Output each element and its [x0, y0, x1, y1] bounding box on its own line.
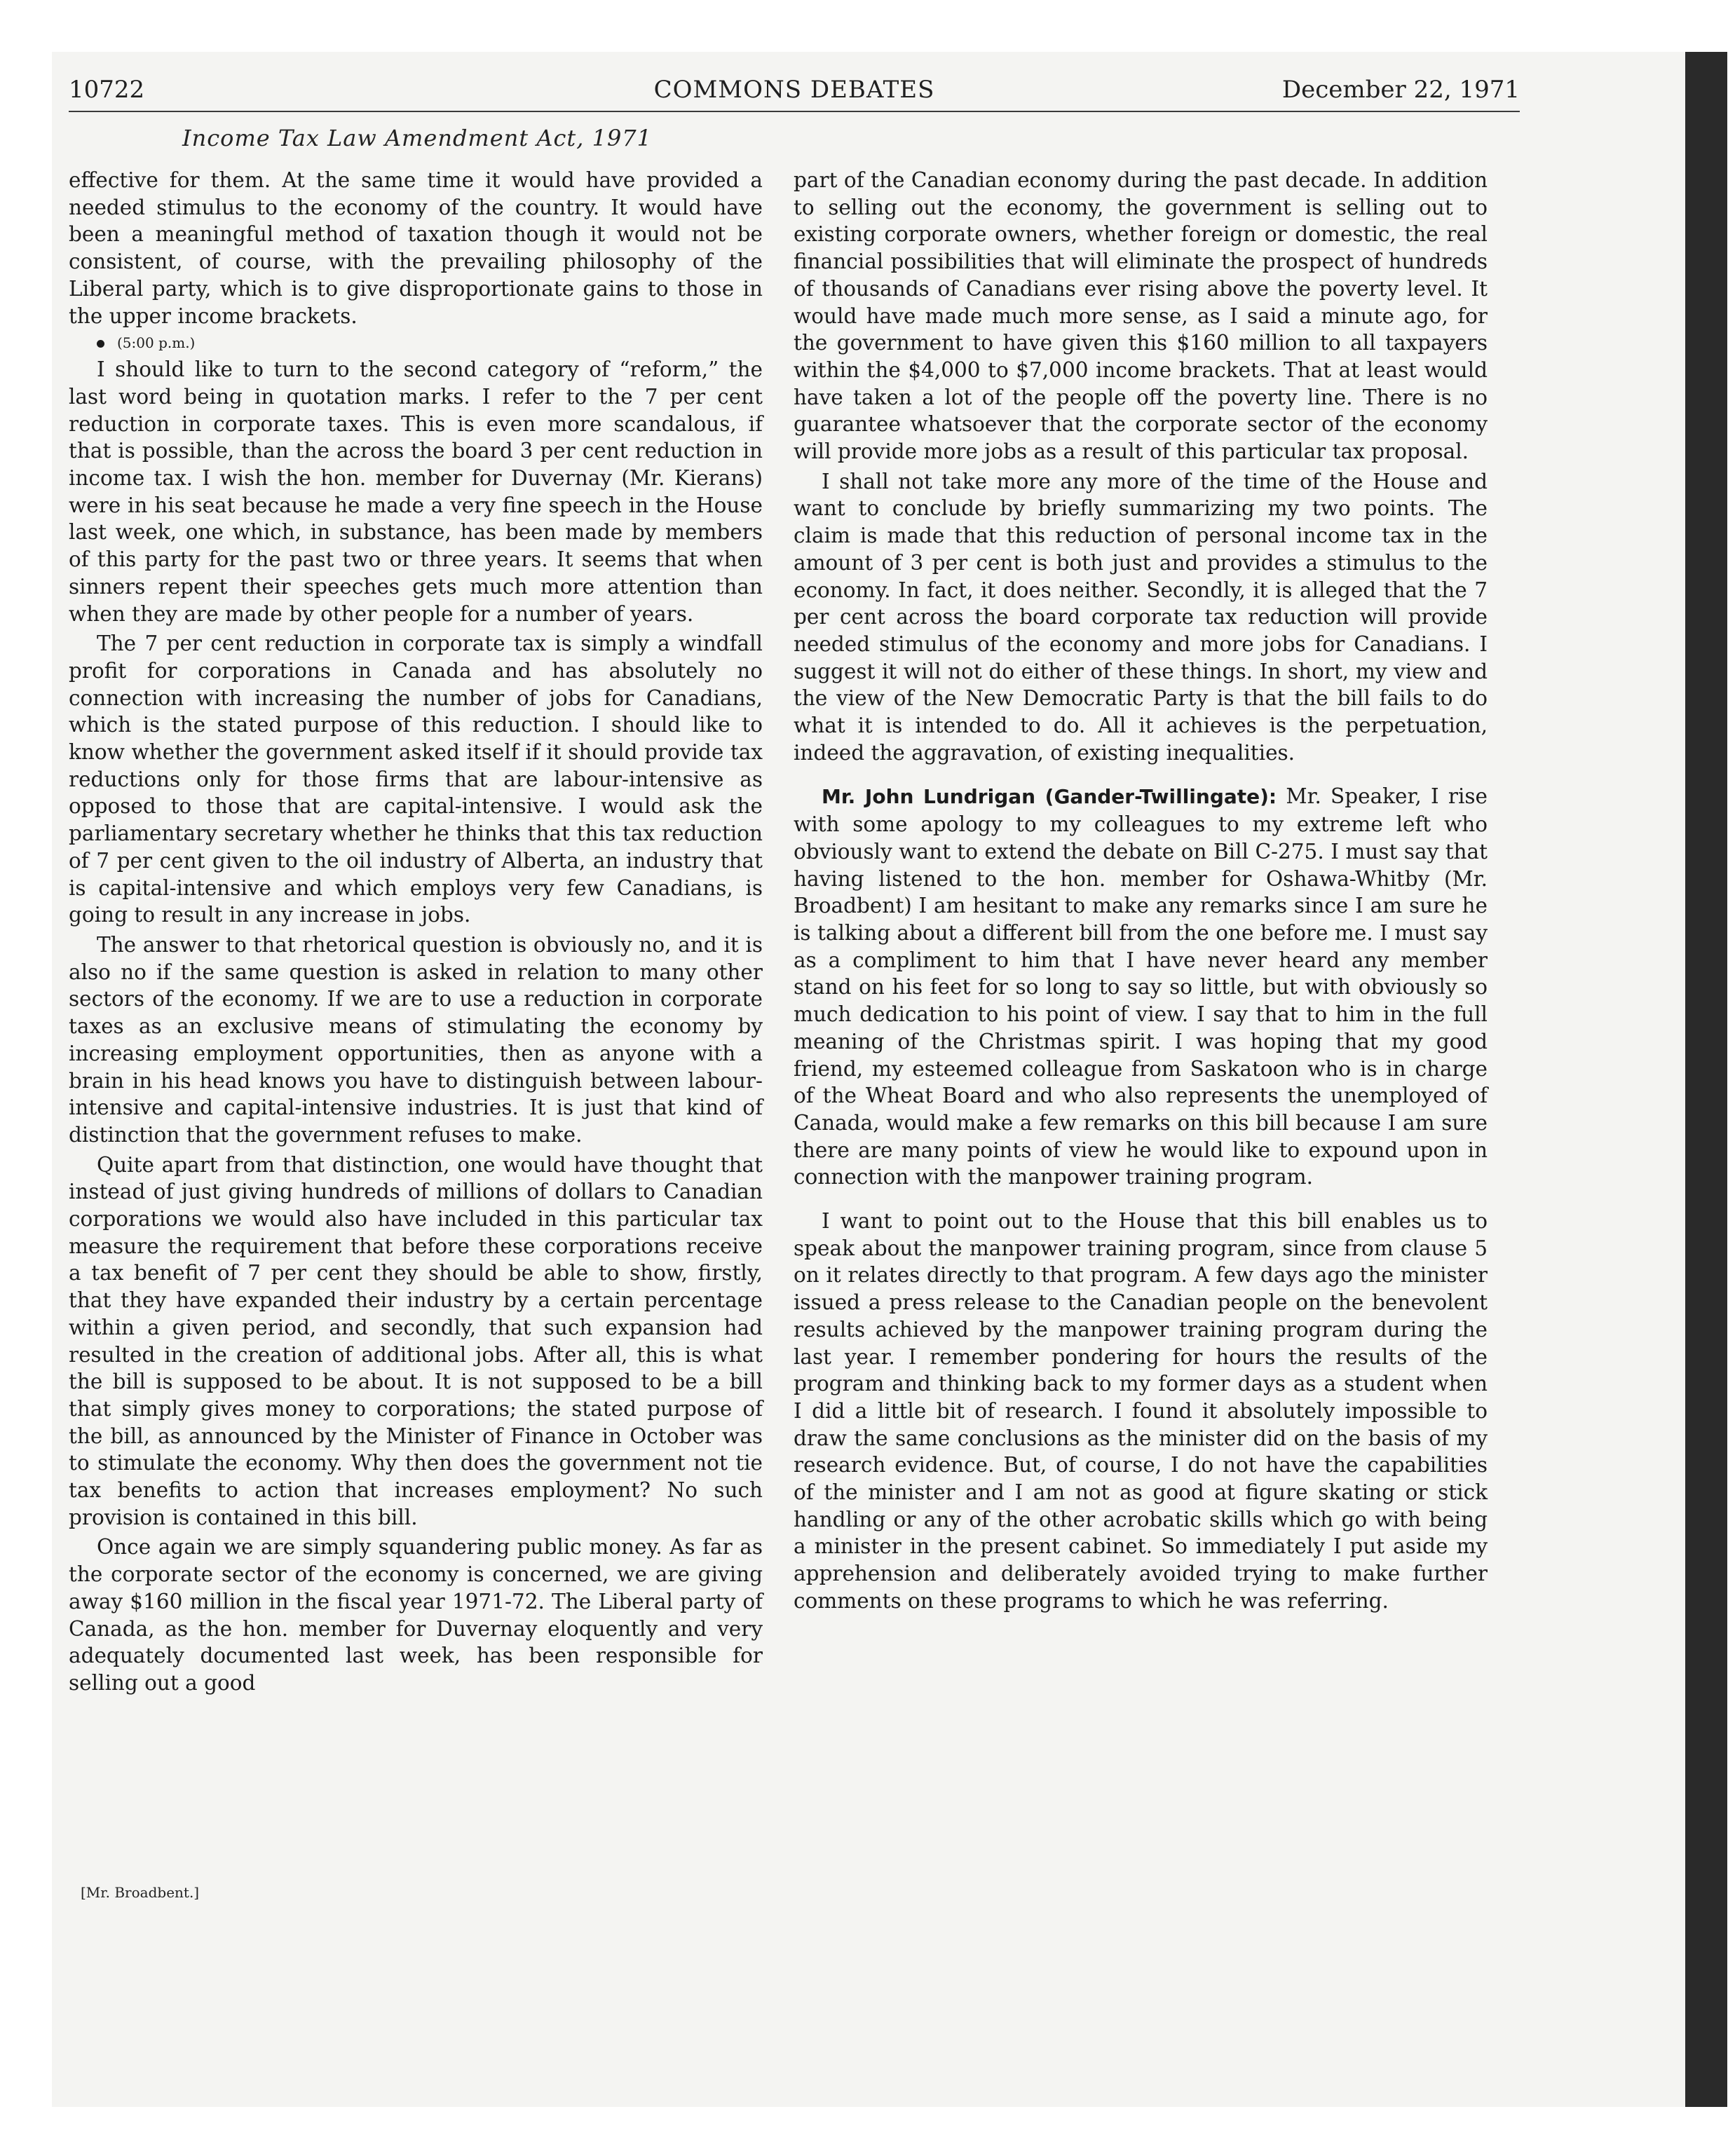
paragraph: effective for them. At the same time it would have provided a needed stimulus to the economy of the country. It would have been a meaningful method of taxation though it would not be consistent, of course, with the prevailing philosophy of the Liberal party, which is to give disproportionate gains to those in the upper income brackets.: [69, 168, 763, 328]
page-header: [69, 76, 1520, 112]
right-column: [794, 167, 1488, 1618]
header-date: December 22, 1971: [1281, 76, 1520, 104]
running-subheader: Income Tax Law Amendment Act, 1971: [182, 125, 653, 151]
publication-title: COMMONS DEBATES: [653, 76, 935, 104]
paragraph: Once again we are simply squandering public money. As far as the corporate sector of the economy is concerned, we are giving away $160 million in the fiscal year 1971-72. The Liberal party of Canada, as the hon. member for Duvernay eloquently and very adequately documented last week, has been responsible for selling out a good: [69, 1535, 763, 1695]
speech-text: Mr. Speaker, I rise with some apology to my colleagues to my extreme left who obviously want to extend the debate on Bill C-275. I must say that having listened to the hon. member for Oshawa-Whitby (Mr. Broadbent) I am hesitant to make any remarks since I am sure he is talking about a different bill from the one before me. I must say as a compliment to him that I have never heard any member stand on his feet for so long to say so little, but with obviously so much dedication to his point of view. I say that to him in the full meaning of the Christmas spirit. I was hoping that my good friend, my esteemed colleague from Saskatoon who is in charge of the Wheat Board and who also represents the unemployed of Canada, would make a few remarks on this bill because I am sure there are many points of view he would like to expound upon in connection with the manpower training program.: [794, 784, 1488, 1189]
paragraph: part of the Canadian economy during the past decade. In addition to selling out the economy, the government is selling out to existing corporate owners, whether foreign or domestic, the real financial possibilities that will eliminate the prospect of hundreds of thousands of Canadians ever rising above the poverty level. It would have made much more sense, as I said a minute ago, for the government to have given this $160 million to all taxpayers within the $4,000 to $7,000 income brackets. That at least would have taken a lot of the people off the poverty line. There is no guarantee whatsoever that the corporate sector of the economy will provide more jobs as a result of this particular tax proposal.: [794, 168, 1488, 464]
paragraph: The 7 per cent reduction in corporate tax is simply a windfall profit for corporations in Canada and has absolutely no connection with increasing the number of jobs for Canadians, which is the stated purpose of this reduction. I should like to know whether the government asked itself if it should provide tax reductions only for those firms that are labour-intensive as opposed to those that are capital-intensive. I would ask the parliamentary secretary whether he thinks that this tax reduction of 7 per cent given to the oil industry of Alberta, an industry that is capital-intensive and which employs very few Canadians, is going to result in any increase in jobs.: [69, 632, 763, 927]
paragraph: I should like to turn to the second category of “reform,” the last word being in quotation marks. I refer to the 7 per cent reduction in corporate taxes. This is even more scandalous, if that is possible, than the across the board 3 per cent reduction in income tax. I wish the hon. member for Duvernay (Mr. Kierans) were in his seat because he made a very fine speech in the House last week, one which, in substance, has been made by members of this party for the past two or three years. It seems that when sinners repent their speeches gets much more attention than when they are made by other people for a number of years.: [69, 357, 763, 626]
scan-edge-bar: [1685, 52, 1727, 2107]
paragraph: The answer to that rhetorical question is obviously no, and it is also no if the same question is asked in relation to many other sectors of the economy. If we are to use a reduction in corporate taxes as an exclusive means of stimulating the economy by increasing employment opportunities, then as anyone with a brain in his head knows you have to distinguish between labour-intensive and capital-intensive industries. It is just that kind of distinction that the government refuses to make.: [69, 932, 763, 1147]
page-footer: [Mr. Broadbent.]: [81, 1884, 200, 1901]
speech-paragraph: [794, 783, 1488, 1191]
page-number: 10722: [69, 76, 145, 104]
paragraph: Quite apart from that distinction, one would have thought that instead of just giving hundreds of millions of dollars to Canadian corporations we would also have included in this particular tax measure the requirement that before these corporations receive a tax benefit of 7 per cent they should be able to show, firstly, that they have expanded their industry by a certain percentage within a given period, and secondly, that such expansion had resulted in the creation of additional jobs. After all, this is what the bill is supposed to be about. It is not supposed to be a bill that simply gives money to corporations; the stated purpose of the bill, as announced by the Minister of Finance in October was to stimulate the economy. Why then does the government not tie tax benefits to action that increases employment? No such provision is contained in this bill.: [69, 1152, 763, 1529]
paragraph: I want to point out to the House that this bill enables us to speak about the manpower training program, since from clause 5 on it relates directly to that program. A few days ago the minister issued a press release to the Canadian people on the benevolent results achieved by the manpower training program during the last year. I remember pondering for hours the results of the program and thinking back to my former days as a student when I did a little bit of research. I found it absolutely impossible to draw the same conclusions as the minister did on the basis of my research evidence. But, of course, I do not have the capabilities of the minister and I am not as good at figure skating or stick handling or any of the other acrobatic skills which go with being a minister in the present cabinet. So immediately I put aside my apprehension and deliberately avoided trying to make further comments on these programs to which he was referring.: [794, 1209, 1488, 1613]
bullet-icon: [97, 340, 104, 348]
speaker-name: Mr. John Lundrigan (Gander-Twillingate):: [822, 785, 1277, 809]
paragraph: I shall not take more any more of the time of the House and want to conclude by briefly summarizing my two points. The claim is made that this reduction of personal income tax in the amount of 3 per cent is both just and provides a stimulus to the economy. In fact, it does neither. Secondly, it is alleged that the 7 per cent across the board corporate tax reduction will provide needed stimulus of the economy and more jobs for Canadians. I suggest it will not do either of these things. In short, my view and the view of the New Democratic Party is that the bill fails to do what it is intended to do. All it achieves is the perpetuation, indeed the aggravation, of existing inequalities.: [794, 469, 1488, 765]
timestamp: (5:00 p.m.): [117, 334, 196, 352]
timestamp-line: [69, 332, 763, 353]
left-column: [69, 167, 763, 1700]
